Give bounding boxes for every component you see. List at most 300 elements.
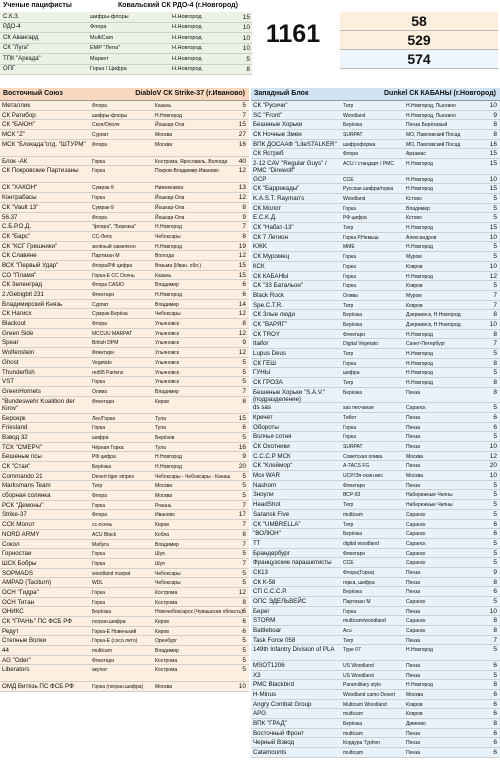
team-name: СК "Русичи" <box>253 102 288 109</box>
team-count: 8 <box>493 131 497 139</box>
table-row[interactable] <box>0 491 249 501</box>
team-city: Чебоксары <box>155 570 181 577</box>
stat-cell[interactable]: 574 <box>340 50 498 69</box>
team-city: Н.Новгород <box>172 24 202 30</box>
table-row[interactable] <box>251 359 500 369</box>
team-name: K.A.S.T. Rayman's <box>253 195 305 202</box>
team-name: СК "Луга" <box>3 45 30 51</box>
table-row[interactable] <box>251 423 500 433</box>
east-union-column <box>0 88 249 692</box>
table-row[interactable] <box>251 626 500 636</box>
table-row[interactable] <box>0 452 249 462</box>
kovalsky-title: Ковальский СК РДО-4 (г.Новгород) <box>118 2 238 9</box>
team-city: Пенза <box>406 424 421 431</box>
team-name: KЖK <box>253 243 267 251</box>
team-name: Металлик <box>2 102 31 109</box>
team-count: 6 <box>493 749 497 757</box>
table-row[interactable] <box>251 587 500 597</box>
team-name: ТПК "Аркада" <box>3 55 41 62</box>
team-city: Иваново <box>155 512 175 519</box>
team-camo: Тигр <box>343 225 354 232</box>
team-count: 6 <box>242 291 246 298</box>
team-camo: Флектарн <box>92 657 115 664</box>
team-name: ОСН Титан <box>2 598 35 606</box>
team-city: Тула <box>155 415 166 422</box>
team-name: HeadShot <box>253 501 281 509</box>
table-row[interactable] <box>0 65 252 76</box>
team-camo: Флора <box>92 493 107 500</box>
team-city: Санкт-Петербург <box>406 341 446 348</box>
team-camo: sas песчаная <box>343 405 374 412</box>
team-city: Н.Новгород, Пыскино <box>406 112 456 119</box>
team-name: H-Minus <box>253 691 277 698</box>
pacifists-rows <box>0 12 252 75</box>
team-camo: акупат <box>92 667 108 674</box>
team-name: 2./Gebigbtl 231 <box>2 291 44 298</box>
team-count: 10 <box>489 102 497 109</box>
team-city: Н.Новгород <box>406 647 433 654</box>
team-camo: MultiCam <box>90 34 114 41</box>
team-count: 5 <box>242 472 246 480</box>
table-row[interactable] <box>0 130 249 140</box>
team-camo: Партизан М <box>343 599 371 605</box>
table-row[interactable] <box>0 588 249 598</box>
team-name: СП С.С.С.Р. <box>253 588 287 596</box>
team-name: СК Славяне <box>2 252 37 260</box>
table-row[interactable] <box>251 130 500 140</box>
team-camo: multicam <box>92 648 113 655</box>
team-camo: Берёзка <box>343 589 362 596</box>
table-row[interactable] <box>0 319 249 329</box>
west-bloc-title: Западный Блок <box>254 90 309 97</box>
table-row[interactable] <box>0 501 249 511</box>
team-name: "ВОЛЮН" <box>253 530 281 538</box>
team-camo: ACU Black <box>92 531 117 538</box>
table-row[interactable] <box>0 232 249 242</box>
team-count: 10 <box>489 443 497 450</box>
team-count: 8 <box>242 232 246 240</box>
team-count: 6 <box>493 530 497 538</box>
team-camo: Горка <box>343 434 357 441</box>
east-union-title: Восточный Союз <box>3 90 63 97</box>
team-camo: British DPM <box>92 340 119 347</box>
table-row[interactable] <box>251 661 500 671</box>
table-row[interactable] <box>251 568 500 578</box>
table-row[interactable] <box>251 204 500 214</box>
team-name: СК "ГРАНЬ" ПС ФСБ РФ <box>2 618 72 625</box>
table-row[interactable] <box>0 549 249 559</box>
team-camo: Горка <box>92 425 106 432</box>
team-name: СК "ВАРЯГ" <box>253 320 288 328</box>
table-row[interactable] <box>0 33 252 44</box>
team-camo: Берёзка <box>343 312 362 319</box>
team-city: Пенза <box>406 389 421 396</box>
table-row[interactable] <box>251 330 500 340</box>
table-row[interactable] <box>0 140 249 157</box>
table-row[interactable] <box>251 578 500 588</box>
team-camo: Флора <box>92 321 107 328</box>
team-camo: multicam <box>343 711 364 718</box>
table-row[interactable] <box>251 159 500 175</box>
team-name: Контрабасы <box>2 194 37 202</box>
table-row[interactable] <box>0 120 249 130</box>
team-name: Зноули <box>253 491 274 499</box>
team-camo: Type 07 <box>343 647 361 654</box>
table-row[interactable] <box>0 329 249 339</box>
team-camo: Горка <box>92 599 106 606</box>
team-name: Saransk Five <box>253 510 290 518</box>
table-row[interactable] <box>0 682 249 692</box>
table-row[interactable] <box>0 101 249 111</box>
table-row[interactable] <box>251 636 500 646</box>
team-camo: Горка <box>343 263 357 270</box>
table-row[interactable] <box>0 251 249 261</box>
team-city: Ковров <box>406 711 423 718</box>
table-row[interactable] <box>0 368 249 378</box>
team-name: 2-12 CAV "Regular Guys" / PMC "Direwolf" <box>253 160 327 175</box>
team-name: Сокол <box>2 540 20 548</box>
team-name: Thunderfish <box>2 368 35 376</box>
table-row[interactable] <box>251 233 500 243</box>
table-row[interactable] <box>0 338 249 348</box>
team-city: Киров <box>155 628 169 635</box>
team-city: Йошкар-Ола <box>155 204 185 211</box>
team-city: Казань <box>155 103 172 109</box>
table-row[interactable] <box>251 320 500 330</box>
team-camo: Multicam Woodland <box>343 701 387 708</box>
team-name: SC "Front" <box>253 111 283 119</box>
team-count: 8 <box>493 720 497 728</box>
team-count: 15 <box>489 150 497 158</box>
table-row[interactable] <box>251 529 500 539</box>
table-row[interactable] <box>251 490 500 500</box>
table-row[interactable] <box>251 349 500 359</box>
team-city: Вязьма (Иван. обл.) <box>155 262 202 269</box>
team-name: СК Нагисх <box>2 310 32 318</box>
table-row[interactable] <box>251 378 500 388</box>
team-city: Н.Новгород <box>406 176 433 183</box>
team-city: Владимир <box>406 205 430 212</box>
team-name: Берсерк <box>2 414 26 422</box>
team-count: 8 <box>242 203 246 211</box>
table-row[interactable] <box>0 578 249 588</box>
table-row[interactable] <box>0 540 249 550</box>
team-city: Владимир <box>155 282 179 289</box>
table-row[interactable] <box>251 748 500 758</box>
table-row[interactable] <box>251 223 500 233</box>
table-row[interactable] <box>251 500 500 510</box>
team-camo: Флектарн <box>92 398 115 405</box>
west-bloc-rows <box>251 101 500 758</box>
team-count: 6 <box>493 710 497 718</box>
team-city: Саранск <box>406 628 426 635</box>
team-city: Ульяновск <box>155 379 179 386</box>
table-row[interactable] <box>251 262 500 272</box>
table-row[interactable] <box>0 377 249 387</box>
team-count: 6 <box>493 700 497 708</box>
table-row[interactable] <box>251 140 500 150</box>
team-name: СК TROY <box>253 330 280 338</box>
table-row[interactable] <box>251 310 500 320</box>
team-name: Французские парашютисты <box>253 559 332 567</box>
table-row[interactable] <box>0 433 249 443</box>
team-count: 5 <box>493 510 497 518</box>
table-row[interactable] <box>0 569 249 579</box>
team-name: СК "БАЮН" <box>2 121 35 129</box>
table-row[interactable] <box>251 368 500 378</box>
table-row[interactable] <box>0 617 249 627</box>
team-name: Angry Combat Group <box>253 700 312 708</box>
table-row[interactable] <box>0 472 249 482</box>
table-row[interactable] <box>0 183 249 193</box>
team-count: 5 <box>242 358 246 366</box>
team-camo: Горка-Е Новенький <box>92 628 137 635</box>
table-row[interactable] <box>251 597 500 607</box>
table-row[interactable] <box>0 358 249 368</box>
team-camo: Горка <box>343 283 357 290</box>
team-name: Black Rock <box>253 291 284 299</box>
team-city: Москва <box>155 483 173 490</box>
stat-cell[interactable]: 529 <box>340 31 498 50</box>
team-city: Рязань <box>155 502 172 509</box>
table-row[interactable] <box>0 598 249 608</box>
table-row[interactable] <box>251 671 500 681</box>
team-count: 5 <box>493 539 497 547</box>
team-city: Саранск <box>406 540 426 547</box>
table-row[interactable] <box>251 184 500 194</box>
team-camo: Маркет <box>90 55 109 62</box>
table-row[interactable] <box>251 120 500 130</box>
table-row[interactable] <box>0 23 252 34</box>
team-camo: сс-осень <box>92 522 113 529</box>
team-camo: Горка (погран.шифра) <box>92 684 144 691</box>
table-row[interactable] <box>0 54 252 65</box>
team-count: 6 <box>493 661 497 669</box>
team-city: Ковров <box>406 302 423 309</box>
table-row[interactable] <box>0 481 249 491</box>
team-city: Н.Новгород <box>406 331 433 338</box>
team-city: Кострома <box>155 589 178 596</box>
team-name: ССК Молот <box>2 521 35 529</box>
table-row[interactable] <box>0 111 249 121</box>
table-row[interactable] <box>251 111 500 121</box>
team-count: 10 <box>489 320 497 328</box>
team-city: Н.Новгород <box>406 273 433 280</box>
team-count: 5 <box>493 491 497 499</box>
table-row[interactable] <box>251 388 500 404</box>
east-union-header <box>0 88 249 101</box>
summary-block <box>0 0 500 88</box>
team-camo: Горка <box>343 254 357 261</box>
team-name: СК "33 Батальон" <box>253 282 304 290</box>
team-city: Дзержинск, Н.Новгород <box>406 312 461 319</box>
table-row[interactable] <box>0 203 249 213</box>
team-city: Оренбург <box>155 638 178 645</box>
table-row[interactable] <box>0 387 249 397</box>
table-row[interactable] <box>0 414 249 424</box>
team-name: ОПГ <box>3 66 16 72</box>
team-camo: Горка <box>92 379 106 386</box>
table-row[interactable] <box>0 12 252 23</box>
table-row[interactable] <box>0 520 249 530</box>
table-row[interactable] <box>251 101 500 111</box>
table-row[interactable] <box>0 44 252 55</box>
table-row[interactable] <box>0 607 249 617</box>
table-row[interactable] <box>0 559 249 569</box>
team-camo: шифры-флоры <box>92 112 128 119</box>
table-row[interactable] <box>0 530 249 540</box>
table-row[interactable] <box>251 272 500 282</box>
team-count: 16 <box>489 140 497 148</box>
team-count: 6 <box>242 627 246 635</box>
table-row[interactable] <box>251 471 500 481</box>
table-row[interactable] <box>251 452 500 462</box>
team-city: Н.Новгород <box>172 66 202 72</box>
table-row[interactable] <box>0 222 249 232</box>
team-city: Москва <box>406 453 424 460</box>
table-row[interactable] <box>0 309 249 319</box>
team-count: 16 <box>238 443 246 451</box>
team-count: 8 <box>493 617 497 625</box>
team-city: Н.Новгород <box>155 112 182 119</box>
table-row[interactable] <box>251 413 500 423</box>
table-row[interactable] <box>0 213 249 223</box>
team-count: 5 <box>242 550 246 558</box>
table-row[interactable] <box>0 271 249 281</box>
table-row[interactable] <box>251 616 500 626</box>
table-row[interactable] <box>251 607 500 617</box>
team-count: 6 <box>242 281 246 289</box>
team-name: СК Зеленград <box>2 281 42 289</box>
table-row[interactable] <box>251 242 500 252</box>
table-row[interactable] <box>0 646 249 656</box>
table-row[interactable] <box>251 558 500 568</box>
team-name: 56.37 <box>2 213 18 221</box>
table-row[interactable] <box>251 461 500 471</box>
table-row[interactable] <box>251 175 500 185</box>
table-row[interactable] <box>251 149 500 159</box>
table-row[interactable] <box>0 510 249 520</box>
table-row[interactable] <box>251 403 500 413</box>
table-row[interactable] <box>251 645 500 661</box>
team-camo: Сумрак-9 <box>92 185 114 192</box>
table-row[interactable] <box>251 291 500 301</box>
west-bloc-column <box>251 88 500 758</box>
team-name: Брандербург <box>253 549 290 557</box>
team-count: 5 <box>242 569 246 577</box>
table-row[interactable] <box>251 729 500 739</box>
table-row[interactable] <box>251 281 500 291</box>
table-row[interactable] <box>0 157 249 167</box>
table-row[interactable] <box>251 549 500 559</box>
table-row[interactable] <box>0 656 249 666</box>
table-row[interactable] <box>0 290 249 300</box>
team-city: Саранск <box>406 618 426 625</box>
table-row[interactable] <box>0 443 249 453</box>
team-city: Ульяновск <box>155 350 179 357</box>
team-camo: Тигр <box>343 502 354 509</box>
team-count: 6 <box>242 608 246 616</box>
table-row[interactable] <box>251 520 500 530</box>
table-row[interactable] <box>0 397 249 414</box>
table-row[interactable] <box>0 627 249 637</box>
team-city: Н.Новгород <box>406 682 433 689</box>
team-city: Ковров <box>406 283 423 290</box>
team-city: Н.Новгород <box>155 464 182 470</box>
table-row[interactable] <box>251 510 500 520</box>
team-camo: Горка <box>343 273 357 280</box>
team-city: Москва <box>155 132 173 139</box>
table-row[interactable] <box>251 539 500 549</box>
table-row[interactable] <box>251 339 500 349</box>
table-row[interactable] <box>251 301 500 311</box>
team-name: СК Авангард <box>3 34 39 41</box>
stat-cell[interactable]: 58 <box>340 12 498 31</box>
team-name: СК Покровские Партизаны <box>2 167 79 175</box>
table-row[interactable] <box>0 193 249 203</box>
team-count: 8 <box>242 397 246 405</box>
team-name: Редут <box>2 627 19 635</box>
table-row[interactable] <box>0 348 249 358</box>
table-row[interactable] <box>0 636 249 646</box>
table-row[interactable] <box>251 194 500 204</box>
table-row[interactable] <box>0 423 249 433</box>
table-row[interactable] <box>251 719 500 729</box>
team-city: Нижнекамск <box>155 185 184 192</box>
team-city: Владимир <box>155 648 179 655</box>
team-camo: Берёзка <box>92 464 111 470</box>
table-row[interactable] <box>0 300 249 310</box>
table-row[interactable] <box>251 709 500 719</box>
table-row[interactable] <box>251 700 500 710</box>
team-count: 5 <box>493 501 497 509</box>
table-row[interactable] <box>0 261 249 271</box>
team-name: Spe.C.T.R. <box>253 301 283 309</box>
table-row[interactable] <box>251 442 500 452</box>
team-camo: Горка <box>92 560 106 567</box>
team-name: Кречет <box>253 413 273 421</box>
table-row[interactable] <box>0 280 249 290</box>
table-row[interactable] <box>251 252 500 262</box>
team-city: Москва <box>406 692 424 698</box>
table-row[interactable] <box>251 738 500 748</box>
team-count: 17 <box>238 511 246 519</box>
table-row[interactable] <box>251 213 500 223</box>
team-name: Владимирский Князь <box>2 300 63 308</box>
table-row[interactable] <box>251 680 500 690</box>
table-row[interactable] <box>251 690 500 700</box>
table-row[interactable] <box>0 665 249 682</box>
team-name: СК "Vault 13" <box>2 203 39 211</box>
team-count: 5 <box>242 492 246 500</box>
team-count: 10 <box>238 683 246 691</box>
team-count: 8 <box>493 330 497 338</box>
team-name: Friesland <box>2 424 28 432</box>
table-row[interactable] <box>0 166 249 183</box>
table-row[interactable] <box>0 462 249 472</box>
team-city: Саранск <box>406 511 426 518</box>
team-count: 8 <box>493 388 497 396</box>
table-row[interactable] <box>0 242 249 252</box>
team-count: 5 <box>493 671 497 679</box>
table-row[interactable] <box>251 481 500 491</box>
team-count: 10 <box>242 24 250 31</box>
team-city: Н.Новгород <box>172 55 202 62</box>
team-name: E.C.K.Д. <box>253 214 277 222</box>
team-name: GCP <box>253 175 267 183</box>
table-row[interactable] <box>251 432 500 442</box>
team-camo: Горка <box>92 502 106 509</box>
